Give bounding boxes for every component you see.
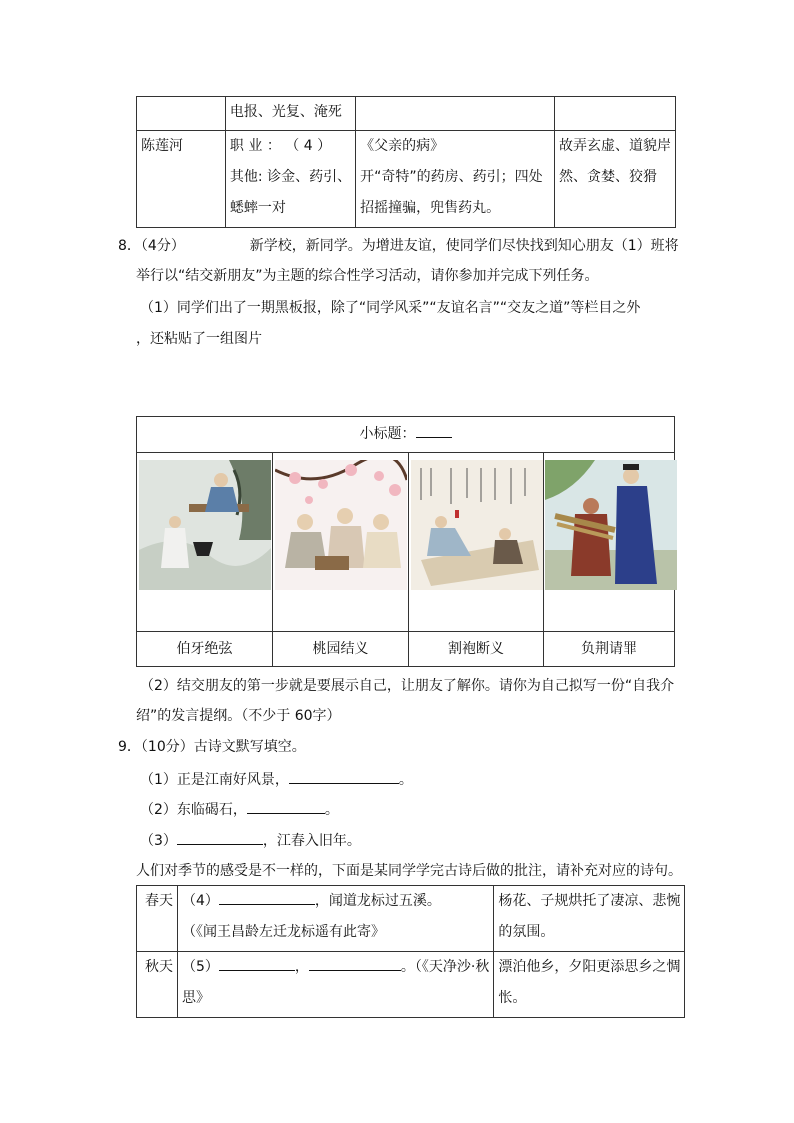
- q9-item-2: （2）东临碣石， 。: [140, 799, 339, 820]
- profession-cell: [225, 131, 355, 228]
- character-name-cell: [137, 131, 226, 228]
- character-name: 陈莲河: [141, 138, 183, 154]
- trait-cell: [554, 131, 675, 228]
- character-table-cell: 电报、光复、淹死: [225, 97, 355, 131]
- q9-blank-2[interactable]: [247, 799, 325, 814]
- character-table-cell: [137, 97, 226, 131]
- q9-intro: 人们对季节的感受是不一样的，下面是某同学学完古诗后做的批注，请补充对应的诗句。: [136, 863, 682, 879]
- poem-line: （5） ， 。（《天净沙·秋: [178, 952, 493, 983]
- trait-line: 然、贪婪、狡猾: [558, 169, 657, 185]
- work-line: 《父亲的病》: [360, 138, 445, 154]
- character-table-cell: [356, 97, 555, 131]
- q8-text-2: 举行以“结交新朋友”为主题的综合性学习活动，请你参加并完成下列任务。: [136, 268, 599, 284]
- poem-line: （4） ，闻道龙标过五溪。: [178, 886, 493, 917]
- caption-boya: 伯牙绝弦: [176, 641, 233, 657]
- q8-sub1-line1: （1）同学们出了一期黑板报，除了“同学风采”“友谊名言”“交友之道”等栏目之外: [140, 300, 641, 316]
- q8-text-1: 新学校，新同学。为增进友谊，使同学们尽快找到知心朋友（1）班将: [249, 238, 679, 254]
- q9-item-3: （3） ，江春入旧年。: [140, 830, 361, 851]
- work-cell: [356, 131, 555, 228]
- note-line: 杨花、子规烘托了凄凉、悲惋: [498, 893, 681, 909]
- caption-taoyuan: 桃园结义: [312, 641, 369, 657]
- season-cell: [137, 952, 178, 1018]
- q8-first-line: [118, 236, 679, 256]
- profession-line: 其他: 诊金、药引、: [229, 169, 352, 185]
- poem-cell: [178, 952, 494, 1018]
- subtitle-blank[interactable]: [416, 423, 452, 438]
- season-label: 春天: [145, 893, 173, 909]
- season-table: [136, 885, 685, 1018]
- painting-taoyuan-jieyi: [275, 460, 407, 590]
- trait-line: 故弄玄虚、道貌岸: [558, 138, 671, 154]
- season-label: 秋天: [145, 959, 173, 975]
- q9-blank-3[interactable]: [177, 830, 263, 845]
- q9-blank-6[interactable]: [309, 956, 401, 971]
- caption-gepao: 割袍断义: [448, 641, 504, 657]
- q9-blank-5[interactable]: [219, 956, 295, 971]
- caption-fujing: 负荆请罪: [581, 641, 637, 657]
- subtitle-row: [137, 417, 674, 453]
- q9-item-1: （1）正是江南好风景， 。: [140, 769, 413, 790]
- profession-line: 蟋蟀一对: [229, 200, 286, 216]
- q8-sub2-line2: 绍”的发言提纲。（不少于 60字）: [136, 708, 341, 724]
- character-table-cell: [554, 97, 675, 131]
- q8-header: 8．（4分）: [118, 238, 185, 254]
- season-cell: [137, 886, 178, 952]
- q9-blank-4[interactable]: [219, 890, 315, 905]
- poem-cell: [178, 886, 494, 952]
- painting-fujing-qingzui: [545, 460, 677, 590]
- note-cell: [494, 886, 685, 952]
- note-cell: [494, 952, 685, 1018]
- profession-line: 职 业 ： （ 4 ）: [229, 138, 332, 154]
- note-line: 漂泊他乡，夕阳更添思乡之惆: [498, 959, 681, 975]
- poem-source: 思》: [182, 990, 210, 1006]
- q8-sub1-line2: ，还粘贴了一组图片: [136, 331, 262, 347]
- painting-gepao-duanyi: [411, 460, 543, 590]
- note-line: 的氛围。: [498, 924, 555, 940]
- q8-sub2-line1: （2）结交朋友的第一步就是要展示自己，让朋友了解你。请你为自己拟写一份“自我介: [140, 678, 675, 694]
- character-table: [136, 96, 676, 228]
- q9-header: 9．（10分）古诗文默写填空。: [118, 739, 306, 755]
- painting-boya-juexian: [139, 460, 271, 590]
- subtitle-label: 小标题：: [359, 426, 416, 442]
- work-line: 招摇撞骗，兜售药丸。: [360, 200, 501, 216]
- note-line: 怅。: [498, 990, 527, 1006]
- q9-blank-1[interactable]: [289, 769, 399, 784]
- poem-source: （《闻王昌龄左迁龙标遥有此寄》: [182, 924, 385, 940]
- work-line: 开“奇特”的药房、药引；四处: [360, 169, 543, 185]
